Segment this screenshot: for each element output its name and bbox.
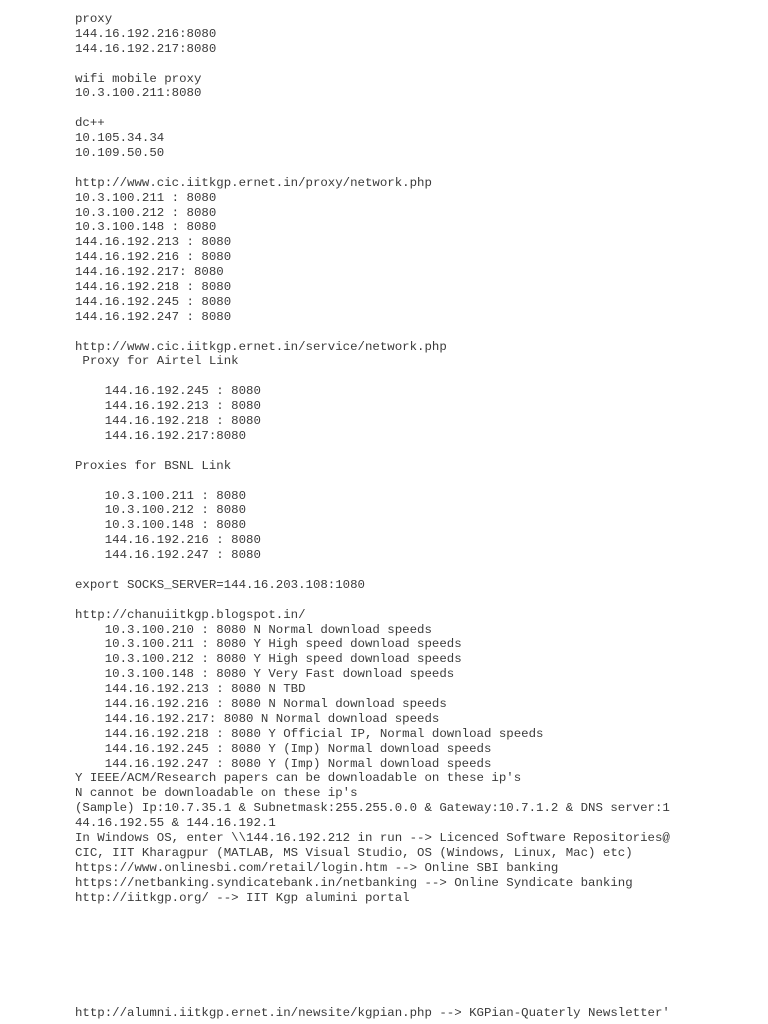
footer-line: http://alumni.iitkgp.ernet.in/newsite/kgpian.php --> KGPian-Quaterly Newsletter' bbox=[75, 1006, 670, 1020]
text-line: 144.16.192.217:8080 bbox=[75, 41, 217, 56]
text-line bbox=[75, 57, 670, 72]
text-line: 10.3.100.212 : 8080 bbox=[75, 503, 247, 518]
text-line: Proxies for BSNL Link bbox=[75, 458, 232, 473]
text-line: 144.16.192.216:8080 bbox=[75, 26, 217, 41]
text-line: http://www.cic.iitkgp.ernet.in/service/network.php bbox=[75, 339, 447, 354]
text-line: 144.16.192.217:8080 bbox=[75, 428, 247, 443]
text-line: 10.109.50.50 bbox=[75, 146, 165, 161]
text-line: 144.16.192.218 : 8080 bbox=[75, 280, 232, 295]
text-line: 10.3.100.148 : 8080 bbox=[75, 220, 217, 235]
text-line: https://www.onlinesbi.com/retail/login.htm --> Online SBI banking bbox=[75, 860, 559, 875]
text-line: dc++ bbox=[75, 116, 105, 131]
text-line: 10.3.100.212 : 8080 bbox=[75, 205, 217, 220]
text-line bbox=[75, 474, 670, 489]
text-line: 10.3.100.211 : 8080 bbox=[75, 488, 247, 503]
text-line: http://iitkgp.org/ --> IIT Kgp alumini portal bbox=[75, 890, 410, 905]
text-line: 144.16.192.247 : 8080 bbox=[75, 309, 232, 324]
text-line bbox=[75, 563, 670, 578]
text-line: 144.16.192.216 : 8080 bbox=[75, 533, 261, 548]
text-line: 10.105.34.34 bbox=[75, 131, 165, 146]
text-line: 144.16.192.213 : 8080 N TBD bbox=[75, 682, 306, 697]
text-line: In Windows OS, enter \\144.16.192.212 in run --> Licenced Software Repositories@ bbox=[75, 830, 670, 845]
text-line: 10.3.100.212 : 8080 Y High speed download speeds bbox=[75, 652, 462, 667]
text-line: (Sample) Ip:10.7.35.1 & Subnetmask:255.255.0.0 & Gateway:10.7.1.2 & DNS server:1 bbox=[75, 801, 670, 816]
text-line: 144.16.192.213 : 8080 bbox=[75, 235, 232, 250]
text-line: 10.3.100.148 : 8080 Y Very Fast download speeds bbox=[75, 667, 455, 682]
text-line bbox=[75, 444, 670, 459]
text-line: 10.3.100.211:8080 bbox=[75, 86, 202, 101]
text-line: Y IEEE/ACM/Research papers can be downloadable on these ip's bbox=[75, 771, 522, 786]
text-line bbox=[75, 325, 670, 340]
text-line: 144.16.192.213 : 8080 bbox=[75, 399, 261, 414]
text-line: 144.16.192.247 : 8080 Y (Imp) Normal download speeds bbox=[75, 756, 492, 771]
text-line bbox=[75, 593, 670, 608]
text-line: 144.16.192.218 : 8080 Y Official IP, Normal download speeds bbox=[75, 726, 544, 741]
text-line: 144.16.192.217: 8080 bbox=[75, 265, 224, 280]
text-line: Proxy for Airtel Link bbox=[75, 354, 239, 369]
text-line: CIC, IIT Kharagpur (MATLAB, MS Visual Studio, OS (Windows, Linux, Mac) etc) bbox=[75, 845, 633, 860]
text-line: 144.16.192.218 : 8080 bbox=[75, 414, 261, 429]
text-line: 10.3.100.148 : 8080 bbox=[75, 518, 247, 533]
text-line: 144.16.192.247 : 8080 bbox=[75, 548, 261, 563]
text-line: http://chanuiitkgp.blogspot.in/ bbox=[75, 607, 306, 622]
text-line: 10.3.100.211 : 8080 bbox=[75, 190, 217, 205]
text-line bbox=[75, 369, 670, 384]
document-body bbox=[75, 12, 670, 905]
text-line: export SOCKS_SERVER=144.16.203.108:1080 bbox=[75, 577, 365, 592]
text-line: 10.3.100.211 : 8080 Y High speed download speeds bbox=[75, 637, 462, 652]
text-line: wifi mobile proxy bbox=[75, 71, 202, 86]
text-line bbox=[75, 101, 670, 116]
text-line bbox=[75, 161, 670, 176]
text-line: http://www.cic.iitkgp.ernet.in/proxy/network.php bbox=[75, 175, 432, 190]
text-line: 144.16.192.217: 8080 N Normal download speeds bbox=[75, 711, 440, 726]
text-line: 144.16.192.245 : 8080 bbox=[75, 294, 232, 309]
text-line: 144.16.192.216 : 8080 N Normal download speeds bbox=[75, 696, 447, 711]
text-line: https://netbanking.syndicatebank.in/netbanking --> Online Syndicate banking bbox=[75, 875, 633, 890]
text-line: N cannot be downloadable on these ip's bbox=[75, 786, 358, 801]
text-line: 144.16.192.245 : 8080 bbox=[75, 384, 261, 399]
text-line: 144.16.192.216 : 8080 bbox=[75, 250, 232, 265]
text-line: 144.16.192.245 : 8080 Y (Imp) Normal download speeds bbox=[75, 741, 492, 756]
text-line: 10.3.100.210 : 8080 N Normal download speeds bbox=[75, 622, 432, 637]
text-line: 44.16.192.55 & 144.16.192.1 bbox=[75, 816, 276, 831]
text-line: proxy bbox=[75, 12, 113, 26]
